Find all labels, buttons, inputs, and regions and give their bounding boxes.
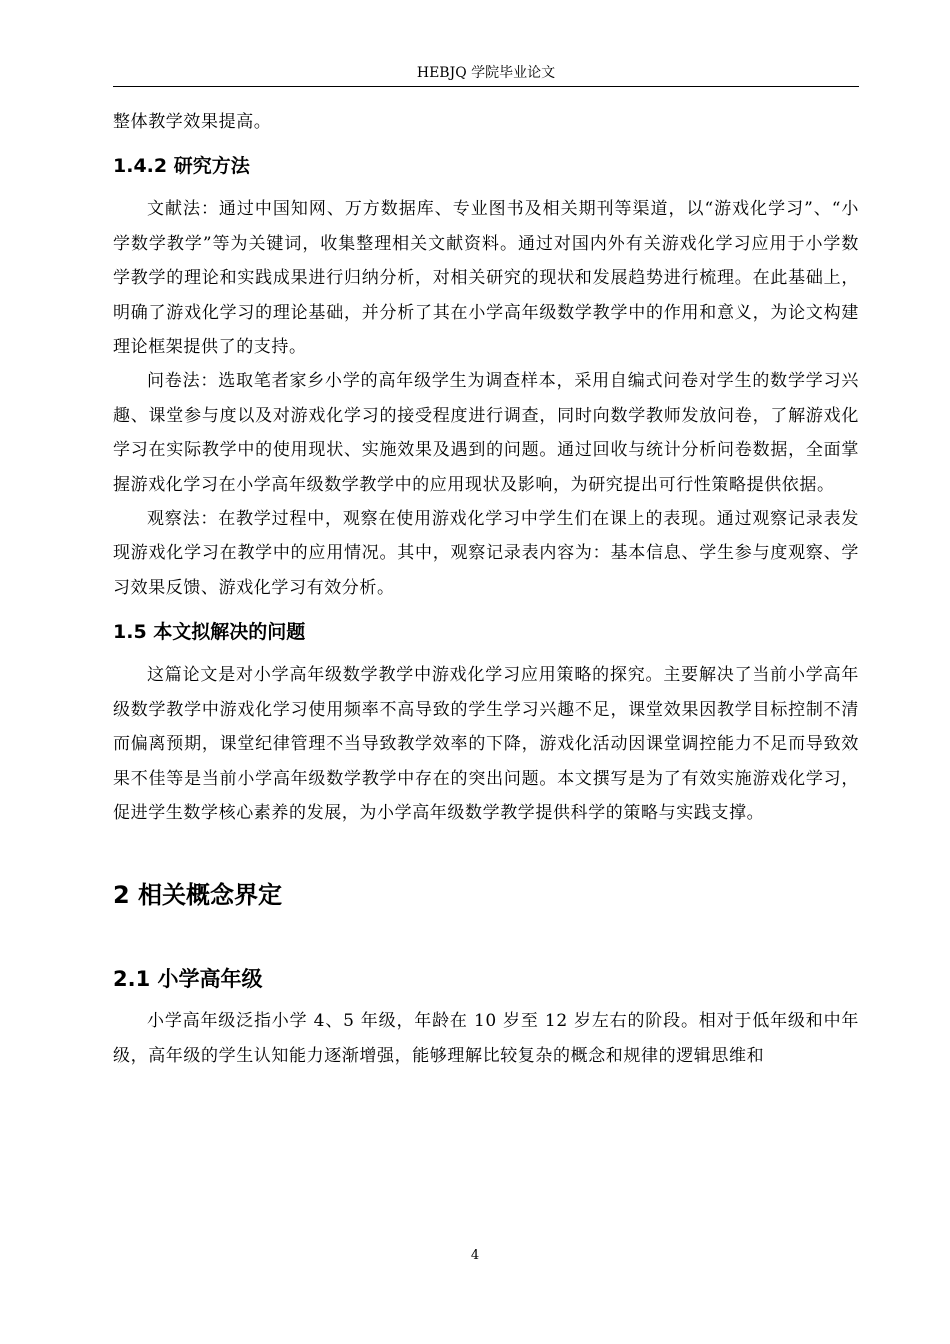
paragraph-literature-method: 文献法：通过中国知网、万方数据库、专业图书及相关期刊等渠道，以“游戏化学习”、“小学数学教学”等为关键词，收集整理相关文献资料。通过对国内外有关游戏化学习应用于小学数学教学的理论和实践成果进行归纳分析，对相关研究的现状和发展趋势进行梳理。在此基础上，明确了游戏化学习的理论基础，并分析了其在小学高年级数学教学中的作用和意义，为论文构建理论框架提供了的支持。	[113, 199, 859, 358]
paragraph-continuation: 整体教学效果提高。	[113, 112, 272, 132]
page-footer	[0, 1248, 950, 1264]
page-body	[113, 105, 859, 1073]
section-1-5-heading: 1.5 本文拟解决的问题	[113, 621, 306, 644]
paragraph-observation-method: 观察法：在教学过程中，观察在使用游戏化学习中学生们在课上的表现。通过观察记录表发现游戏化学习在教学中的应用情况。其中，观察记录表内容为：基本信息、学生参与度观察、学习效果反馈、游戏化学习有效分析。	[113, 509, 859, 598]
paragraph-problems: 这篇论文是对小学高年级数学教学中游戏化学习应用策略的探究。主要解决了当前小学高年级数学教学中游戏化学习使用频率不高导致的学生学习兴趣不足，课堂效果因教学目标控制不清而偏离预期，课堂纪律管理不当导致教学效率的下降，游戏化活动因课堂调控能力不足而导致效果不佳等是当前小学高年级数学教学中存在的突出问题。本文撰写是为了有效实施游戏化学习，促进学生数学核心素养的发展，为小学高年级数学教学提供科学的策略与实践支撑。	[113, 665, 859, 823]
page-header	[113, 64, 859, 87]
paragraph-questionnaire-method: 问卷法：选取笔者家乡小学的高年级学生为调查样本，采用自编式问卷对学生的数学学习兴趣、课堂参与度以及对游戏化学习的接受程度进行调查，同时向数学教师发放问卷，了解游戏化学习在实际教学中的使用现状、实施效果及遇到的问题。通过回收与统计分析问卷数据，全面掌握游戏化学习在小学高年级数学教学中的应用现状及影响，为研究提出可行性策略提供依据。	[113, 371, 859, 495]
page-number: 4	[470, 1248, 480, 1263]
header-title: HEBJQ 学院毕业论文	[416, 65, 556, 81]
paragraph-senior-grades: 小学高年级泛指小学 4、5 年级，年龄在 10 岁至 12 岁左右的阶段。相对于低年级和中年级，高年级的学生认知能力逐渐增强，能够理解比较复杂的概念和规律的逻辑思维和	[113, 1011, 859, 1066]
section-1-4-2-heading: 1.4.2 研究方法	[113, 155, 250, 178]
chapter-2-heading: 2 相关概念界定	[113, 881, 283, 910]
section-2-1-heading: 2.1 小学高年级	[113, 967, 263, 992]
